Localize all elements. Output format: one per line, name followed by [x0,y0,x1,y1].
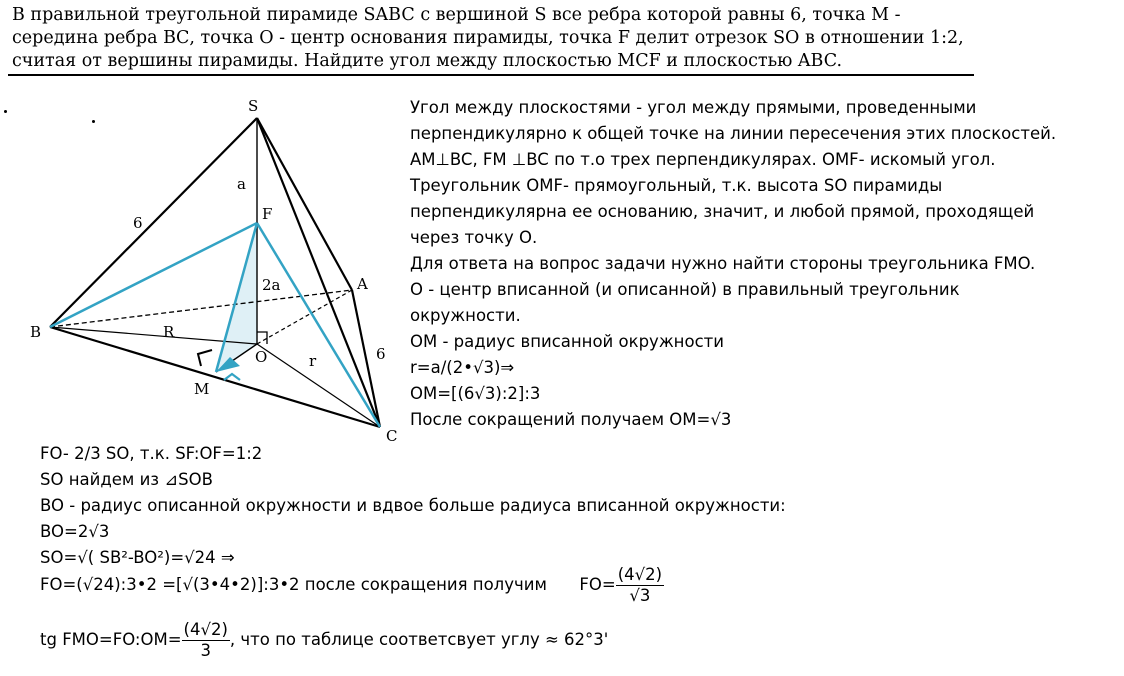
explanation-line: r=a/(2•√3)⇒ [410,358,515,377]
explanation-line: Треугольник OMF- прямоугольный, т.к. высота SO пирамиды [410,176,943,195]
solution-line: BO - радиус описанной окружности и вдвое больше радиуса вписанной окружности: [40,496,786,515]
label-c: C [386,427,398,445]
explanation-line: Для ответа на вопрос задачи нужно найти стороны треугольника FMO. [410,254,1036,273]
label-m: M [194,380,210,398]
solution-line: FO- 2/3 SO, т.к. SF:OF=1:2 [40,444,263,463]
explanation-line: окружности. [410,306,521,325]
label-radius-r-big: R [163,323,175,341]
edge-ba-hidden [50,290,352,327]
explanation-text [410,95,1110,433]
fo-equals: FO= [579,575,616,594]
explanation-line: Угол между плоскостями - угол между прямыми, проведенными [410,98,977,117]
tg-prefix: tg FMO=FO:OM= [40,630,182,649]
explanation-line: перпендикулярно к общей точке на линии пересечения этих плоскостей. [410,124,1057,143]
label-segment-a: a [237,175,246,193]
tg-denominator: 3 [200,641,211,660]
edge-bc [50,327,380,427]
label-b: B [30,323,42,341]
tg-formula [40,620,608,661]
explanation-line: перпендикулярна ее основанию, значит, и любой прямой, проходящей [410,202,1035,221]
tg-numerator: (4√2) [183,620,228,639]
label-f: F [262,205,273,223]
problem-line: считая от вершины пирамиды. Найдите угол между плоскостью MCF и плоскостью ABC. [12,51,843,71]
label-o: O [255,348,268,366]
label-edge-ac: 6 [376,345,386,363]
segment-oa-hidden [257,290,352,344]
fo-prefix: FO=(√24):3•2 =[√(3•4•2)]:3•2 после сокращения получим [40,575,547,594]
fo-denominator: √3 [629,586,651,605]
edge-sa [257,118,352,290]
fo-fraction [616,565,664,606]
right-angle-m-black [198,350,212,366]
right-angle-o [257,332,267,344]
explanation-line: OM=[(6√3):2]:3 [410,384,541,403]
solution-line: SO=√( SB²-BO²)=√24 ⇒ [40,548,235,567]
label-a: A [357,275,368,293]
tg-fraction [182,620,230,661]
explanation-line: ОМ - радиус вписанной окружности [410,332,724,351]
solution-text [40,441,1100,571]
edge-sc [257,118,380,427]
pyramid-figure [0,0,420,450]
fo-formula [40,565,664,606]
solution-line: SO найдем из ⊿SOB [40,470,213,489]
label-radius-r-small: r [309,352,317,370]
right-angle-m-blue [224,374,240,380]
solution-line: BO=2√3 [40,522,110,541]
explanation-line: AM⊥BC, FM ⊥BC по т.о трех перпендикулярах. OMF- искомый угол. [410,150,996,169]
explanation-line: О - центр вписанной (и описанной) в правильный треугольник [410,280,960,299]
problem-line: В правильной треугольной пирамиде SABC с вершиной S все ребра которой равны 6, точка М - [12,5,901,25]
segment-bf [50,223,257,327]
edge-sb [50,118,257,327]
label-segment-2a: 2a [262,276,281,294]
fo-numerator: (4√2) [617,565,663,584]
label-s: S [248,97,259,115]
tg-suffix: , что по таблице соответсвует углу ≈ 62°3' [229,630,609,649]
label-edge-sb: 6 [133,214,143,232]
segment-oc [257,344,380,427]
problem-line: середина ребра ВС, точка О - центр основания пирамиды, точка F делит отрезок SO в отношении 1:2, [12,28,964,48]
explanation-line: После сокращений получаем OM=√3 [410,410,732,429]
explanation-line: через точку О. [410,228,538,247]
